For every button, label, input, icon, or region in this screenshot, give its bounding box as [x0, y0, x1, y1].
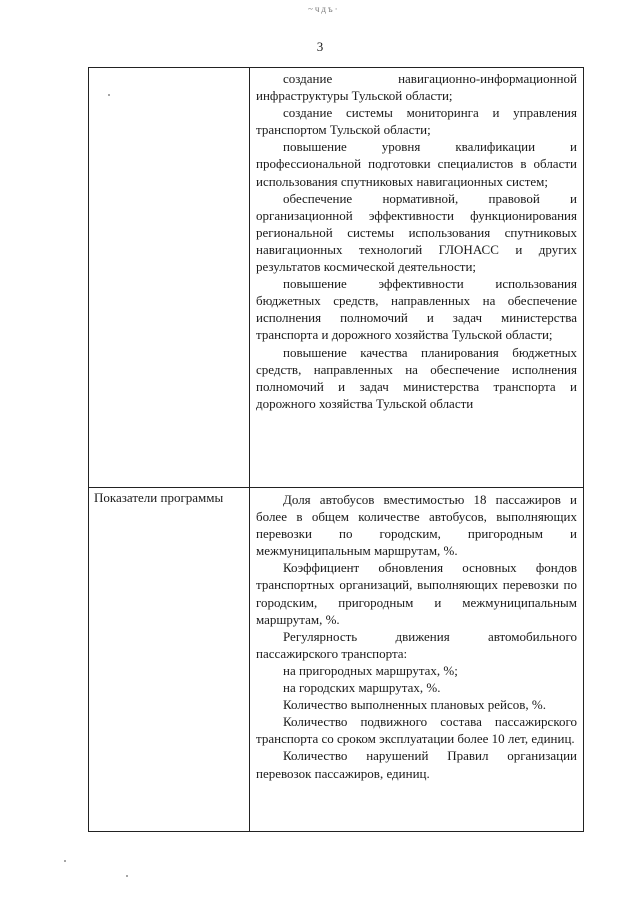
table-row-goals — [89, 68, 584, 488]
indicator-item: на городских маршрутах, %. — [283, 680, 441, 696]
scan-speck — [108, 94, 110, 96]
goals-content-cell — [250, 68, 584, 488]
indicator-item: Количество нарушений Правил организации перевозок пассажиров, единиц. — [256, 748, 577, 781]
indicators-label: Показатели программы — [94, 490, 224, 505]
scan-artifact-mark: ~чдъ· — [308, 4, 340, 14]
indicators-content-cell — [250, 488, 584, 832]
page-number: 3 — [316, 39, 324, 54]
indicator-item: Коэффициент обновления основных фондов транспортных организаций, выполняющих перевозки по городским, пригородным и межмуниципальным маршрутам, %. — [256, 560, 577, 627]
goal-item: создание системы мониторинга и управления транспортом Тульской области; — [256, 105, 577, 138]
indicator-item: Количество выполненных плановых рейсов, %. — [283, 697, 546, 713]
goal-item: повышение качества планирования бюджетных средств, направленных на обеспечение исполнения полномочий и задач министерства транспорта и дорожного хозяйства Тульской области — [256, 344, 577, 411]
goal-item: повышение уровня квалификации и профессиональной подготовки специалистов в области использования спутниковых навигационных систем; — [256, 139, 577, 189]
table-row-indicators — [89, 488, 584, 832]
indicator-item: на пригородных маршрутах, %; — [283, 662, 458, 678]
goal-item: создание навигационно-информационной инфраструктуры Тульской области; — [256, 71, 577, 104]
indicators-label-cell — [89, 488, 250, 832]
goal-item: обеспечение нормативной, правовой и организационной эффективности функционирования региональной системы использования спутниковых навигационных технологий ГЛОНАСС и других результатов космической деятельности; — [256, 190, 577, 275]
goals-label-cell — [89, 68, 250, 488]
indicator-item: Регулярность движения автомобильного пассажирского транспорта: — [256, 628, 577, 661]
indicator-item: Количество подвижного состава пассажирского транспорта со сроком эксплуатации более 10 лет, единиц. — [256, 714, 577, 747]
program-passport-table — [88, 67, 584, 832]
scan-speck — [126, 875, 128, 877]
scan-speck — [64, 860, 66, 862]
goal-item: повышение эффективности использования бюджетных средств, направленных на обеспечение исполнения полномочий и задач министерства транспорта и дорожного хозяйства Тульской области; — [256, 276, 577, 343]
indicator-item: Доля автобусов вместимостью 18 пассажиров и более в общем количестве автобусов, выполняющих перевозки по городским, пригородным и межмуниципальным маршрутам, %. — [256, 492, 577, 559]
